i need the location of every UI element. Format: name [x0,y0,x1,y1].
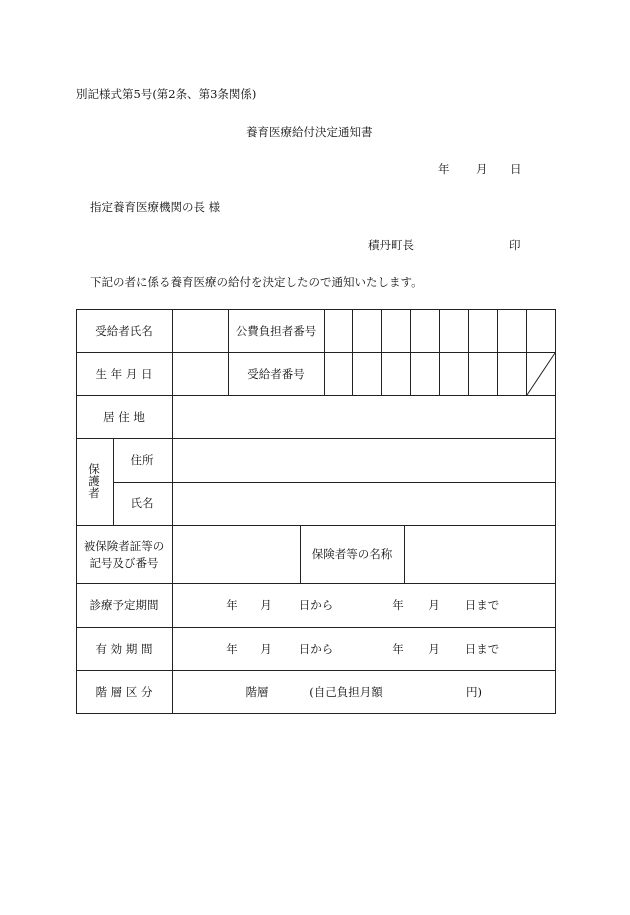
valid-from-day: 日から [298,642,334,656]
insured-cert-label-line-2: 記号及び番号 [89,556,159,570]
date-year: 年 [438,162,450,176]
treatment-to-month: 月 [428,598,440,612]
valid-from-year: 年 [226,642,238,656]
birth-date-label: 生 年 月 日 [95,367,153,381]
public-payer-number-label: 公費負担者番号 [235,324,317,338]
tier-label: 階 層 区 分 [95,685,153,699]
valid-to-month: 月 [428,642,440,656]
recipient-name-label: 受給者氏名 [95,324,153,338]
guardian-char-3: 者 [88,486,100,501]
decision-form-table [76,309,556,714]
recipient-number-label: 受給者番号 [247,367,305,381]
treatment-from-month: 月 [260,598,272,612]
valid-from-month: 月 [260,642,272,656]
form-number: 別記様式第5号(第2条、第3条関係) [76,87,257,101]
guardian-char-1: 保 [88,461,100,476]
copay-label: (自己負担月額 [309,685,383,699]
date-month: 月 [476,162,488,176]
tier-value-label: 階層 [245,685,269,699]
issuer: 積丹町長 [368,238,414,252]
guardian-label [88,463,100,499]
seal-mark: 印 [509,238,521,252]
guardian-address-label: 住所 [130,453,154,467]
page-title: 養育医療給付決定通知書 [246,125,373,139]
insured-cert-label-line-1: 被保険者証等の [83,539,165,553]
guardian-name-label: 氏名 [130,496,154,510]
treatment-from-day: 日から [298,598,334,612]
insurer-name-label: 保険者等の名称 [311,547,393,561]
valid-period-label: 有 効 期 間 [95,642,153,656]
guardian-char-2: 護 [88,473,100,488]
date-day: 日 [510,162,522,176]
copay-unit: 円) [466,685,482,699]
body-text: 下記の者に係る養育医療の給付を決定したので通知いたします。 [90,275,423,289]
treatment-from-year: 年 [226,598,238,612]
treatment-to-day: 日まで [464,598,500,612]
treatment-period-label: 診療予定期間 [89,598,159,612]
slash-mark [526,352,556,396]
residence-label: 居 住 地 [103,410,145,424]
valid-to-day: 日まで [464,642,500,656]
valid-to-year: 年 [392,642,404,656]
treatment-to-year: 年 [392,598,404,612]
addressee: 指定養育医療機関の長 様 [90,200,221,214]
